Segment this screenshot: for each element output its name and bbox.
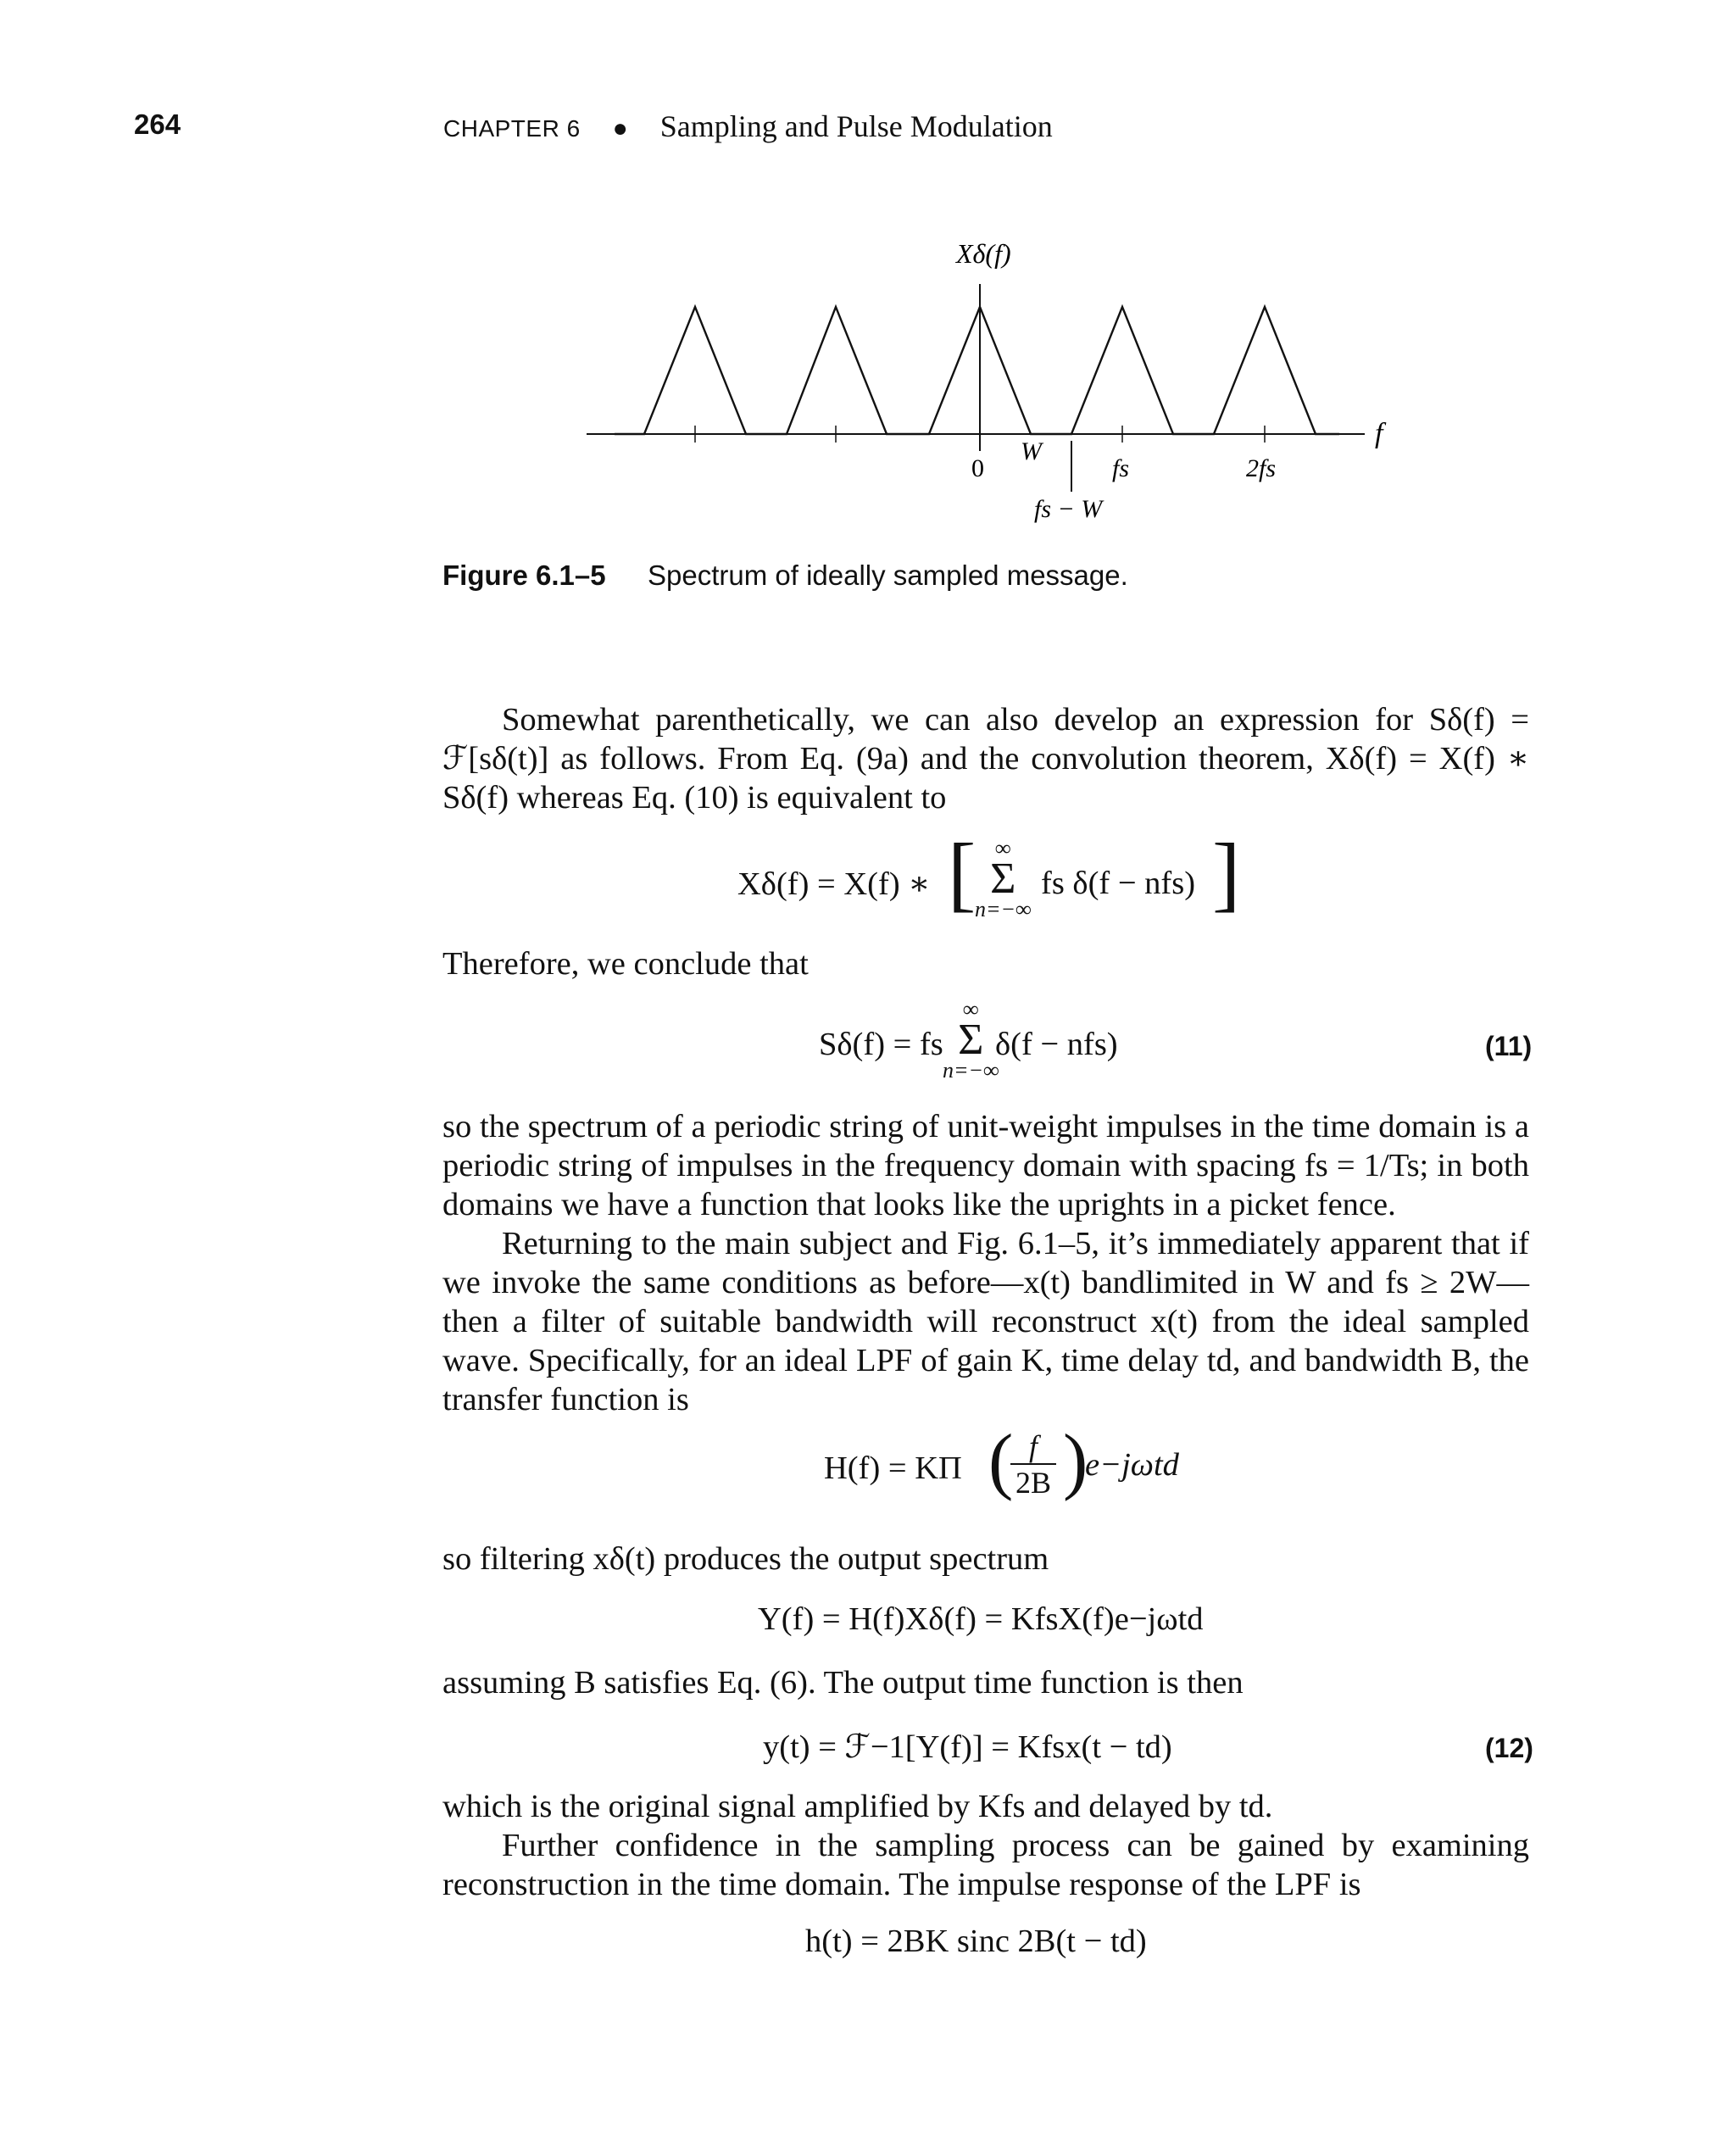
right-bracket: ] — [1212, 826, 1241, 920]
paragraph-8: Further confidence in the sampling process can be gained by examining reconstruction in the time domain. The impulse response of the LPF is — [442, 1828, 1529, 1902]
tick-label-fs-minus-w: fs − W — [1034, 495, 1103, 523]
paragraph-7: which is the original signal amplified by Kfs and delayed by td. — [442, 1789, 1273, 1824]
fraction-f-over-2b — [1010, 1429, 1056, 1500]
equation-11-number: (11) — [1485, 1031, 1533, 1061]
equation-transfer-exponential: e−jωtd — [1085, 1447, 1179, 1483]
tick-label-2fs: 2fs — [1246, 454, 1277, 482]
section-title: Sampling and Pulse Modulation — [659, 109, 1053, 143]
equation-impulse-response: h(t) = 2BK sinc 2B(t − td) — [805, 1924, 1147, 1959]
sum-sigma: Σ — [990, 855, 1016, 903]
paragraph-1: Somewhat parenthetically, we can also develop an expression for Sδ(f) = ℱ[sδ(t)] as follows. From Eq. (9a) and the convolution theorem, Xδ(f) = X(f) ∗ Sδ(f) whereas Eq. (10) is equivalent to — [442, 702, 1529, 816]
figure-caption-text: Spectrum of ideally sampled message. — [648, 560, 1128, 591]
sum-lower-limit: n=−∞ — [975, 897, 1032, 921]
paragraph-3: so the spectrum of a periodic string of unit-weight impulses in the time domain is a periodic string of impulses in the frequency domain with spacing fs = 1/Ts; in both domains we have a function that looks like the uprights in a picket fence. — [442, 1109, 1529, 1222]
fraction-denominator: 2B — [1010, 1463, 1056, 1500]
summation-11 — [943, 999, 999, 1082]
equation-11-lhs: Sδ(f) = fs — [819, 1027, 943, 1062]
left-bracket: [ — [948, 826, 976, 920]
sum-upper-limit: ∞ — [995, 836, 1011, 860]
paragraph-5: so filtering xδ(t) produces the output spectrum — [442, 1541, 1049, 1577]
x-axis-label: f — [1375, 418, 1383, 449]
sum-lower-limit: n=−∞ — [943, 1058, 999, 1083]
sum-upper-limit: ∞ — [963, 997, 979, 1022]
running-head — [443, 109, 1053, 144]
figure-number: Figure 6.1–5 — [442, 560, 606, 591]
left-paren: ( — [988, 1420, 1014, 1502]
fraction-numerator: f — [1029, 1429, 1038, 1463]
paragraph-2: Therefore, we conclude that — [442, 946, 809, 982]
equation-transfer-lhs: H(f) = KΠ — [824, 1450, 962, 1486]
equation-convolution-inner: fs δ(f − nfs) — [1041, 866, 1196, 901]
spectrum-figure — [576, 229, 1424, 543]
figure-caption — [442, 560, 1128, 592]
page-number: 264 — [134, 109, 181, 140]
equation-11-rhs: δ(f − nfs) — [995, 1027, 1118, 1062]
summation-a — [975, 838, 1032, 921]
spectrum-curve — [615, 307, 1339, 434]
sum-sigma: Σ — [958, 1016, 984, 1064]
tick-label-zero: 0 — [971, 454, 984, 482]
paragraph-6: assuming B satisfies Eq. (6). The output time function is then — [442, 1665, 1244, 1701]
equation-12: y(t) = ℱ−1[Y(f)] = Kfsx(t − td) — [763, 1729, 1172, 1765]
paragraph-4: Returning to the main subject and Fig. 6.1–5, it’s immediately apparent that if we invoke the same conditions as before—x(t) bandlimited in W and fs ≥ 2W—then a filter of suitable bandwidth will reconstruct x(t) from the ideal sampled wave. Specifically, for an ideal LPF of gain K, time delay td, and bandwidth B, the transfer function is — [442, 1226, 1529, 1417]
equation-output-spectrum: Y(f) = H(f)Xδ(f) = KfsX(f)e−jωtd — [758, 1601, 1204, 1637]
tick-label-w: W — [1021, 437, 1042, 465]
bullet-separator: ● — [612, 114, 628, 142]
equation-12-number: (12) — [1485, 1733, 1533, 1763]
chapter-label: CHAPTER 6 — [443, 115, 581, 142]
tick-label-fs: fs — [1112, 454, 1130, 482]
y-axis-label: Xδ(f) — [956, 238, 1011, 269]
right-paren: ) — [1063, 1420, 1088, 1502]
equation-convolution-lhs: Xδ(f) = X(f) ∗ — [737, 866, 931, 902]
